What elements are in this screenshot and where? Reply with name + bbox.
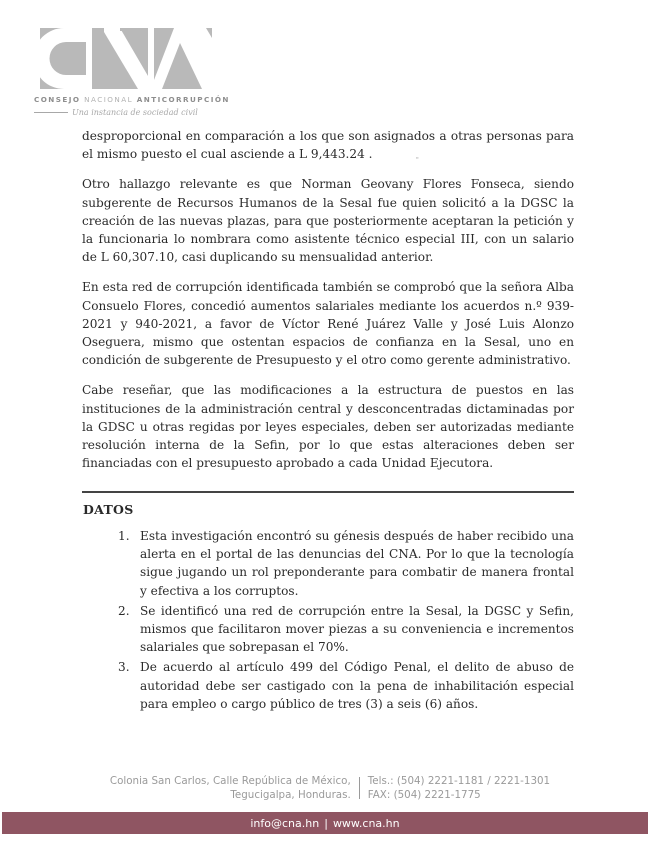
list-item-text: Esta investigación encontró su génesis después de haber recibido una alerta en el portal de las denuncias del CNA. Por lo que la tecnología sigue jugando un rol preponderante para combatir de manera frontal y efectiva a los corruptos. — [140, 529, 574, 598]
list-item — [118, 527, 574, 600]
website-link[interactable]: www.cna.hn — [332, 816, 400, 830]
paragraph: Cabe reseñar, que las modificaciones a la estructura de puestos en las instituciones de la administración central y desconcentradas dictaminadas por la GDSC u otras regidas por leyes especiales, deben ser autorizadas mediante resolución interna de la Sefin, por lo que estas alteraciones deben ser financiadas con el presupuesto aprobado a cada Unidad Ejecutora. — [82, 383, 574, 471]
tagline-rule — [34, 112, 68, 113]
logo-letter-c — [34, 28, 86, 89]
list-item-text: Se identificó una red de corrupción entre la Sesal, la DGSC y Sefin, mismos que facilitaron mover piezas a su conveniencia e incrementos salariales que sobrepasan el 70%. — [140, 603, 574, 655]
section-divider — [82, 491, 574, 493]
tagline-row — [34, 108, 214, 117]
logo-letter-a — [154, 28, 212, 89]
org-name-part-3: ANTICORRUPCIÓN — [136, 95, 230, 104]
fax-number: FAX: (504) 2221-1775 — [367, 789, 481, 801]
logo-letter-n — [92, 28, 148, 89]
email-link[interactable]: info@cna.hn — [250, 816, 320, 830]
list-item-number: 1. — [118, 529, 130, 543]
list-item — [118, 602, 574, 657]
cna-logo — [34, 28, 230, 117]
list-item-text: De acuerdo al artículo 499 del Código Penal, el delito de abuso de autoridad debe ser castigado con la pena de inhabilitación especial para empleo o cargo público de tres (3) a seis (6) años. — [140, 660, 574, 711]
cna-logo-mark-icon — [34, 28, 212, 89]
tagline: Una instancia de sociedad civil — [72, 108, 198, 117]
address-line-2: Tegucigalpa, Honduras. — [230, 789, 351, 801]
org-name-part-2: NACIONAL — [84, 95, 134, 104]
footer-contact — [0, 774, 650, 802]
document-body — [82, 127, 574, 484]
section-title-datos: DATOS — [83, 502, 134, 517]
paragraph: En esta red de corrupción identificada también se comprobó que la señora Alba Consuelo Flores, concedió aumentos salariales mediante los acuerdos n.º 939-2021 y 940-2021, a favor de Víctor René Juárez Valle y José Luis Alonzo Oseguera, mismo que ostentan espacios de confianza en la Sesal, uno en condición de subgerente de Presupuesto y el otro como gerente administrativo. — [82, 280, 574, 368]
org-name — [34, 95, 230, 104]
paragraph: Otro hallazgo relevante es que Norman Geovany Flores Fonseca, siendo subgerente de Recursos Humanos de la Sesal fue quien solicitó a la DGSC la creación de las nuevas plazas, para que posteriormente aceptaran la petición y la funcionaria lo nombrara como asistente técnico especial III, con un salario de L 60,307.10, casi duplicando su mensualidad anterior. — [82, 177, 574, 265]
footer-phones — [360, 774, 550, 802]
paragraph: desproporcional en comparación a los que son asignados a otras personas para el mismo puesto el cual asciende a L 9,443.24 . — [82, 129, 574, 162]
org-name-part-1: CONSEJO — [34, 95, 81, 104]
list-item-number: 3. — [118, 660, 130, 675]
address-line-1: Colonia San Carlos, Calle República de México, — [109, 775, 351, 787]
footer-bar — [2, 812, 648, 834]
footer-bar-separator: | — [324, 816, 328, 830]
list-item — [118, 658, 574, 713]
scan-artifact: " — [416, 157, 419, 164]
list-item-number: 2. — [118, 603, 130, 618]
phone-numbers: Tels.: (504) 2221-1181 / 2221-1301 — [367, 775, 551, 787]
footer-address — [110, 774, 359, 802]
datos-list — [118, 527, 574, 715]
